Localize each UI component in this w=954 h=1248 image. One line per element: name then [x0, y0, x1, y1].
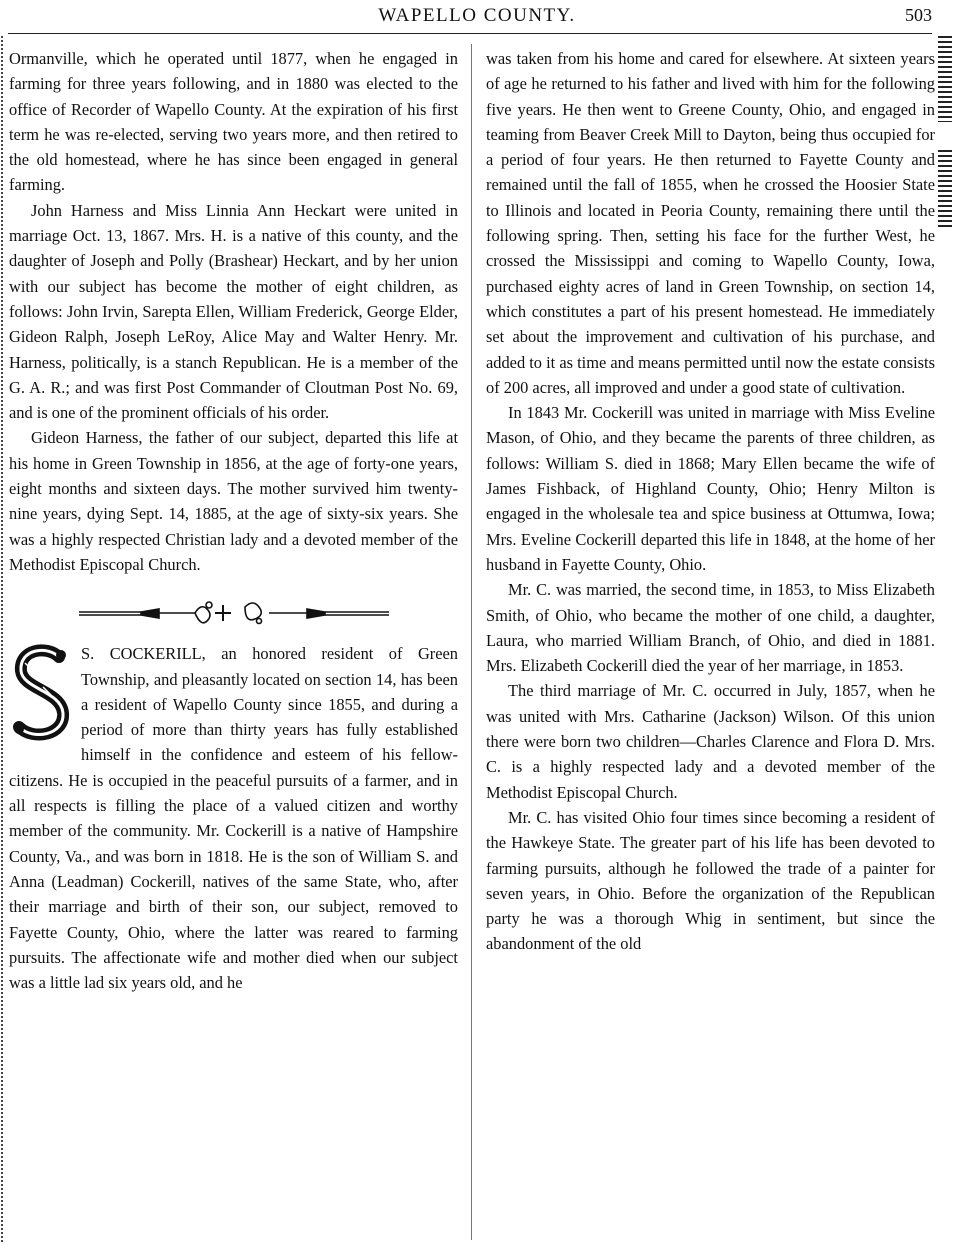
- left-column: [9, 46, 458, 995]
- page-number: 503: [905, 5, 932, 25]
- decorative-divider-icon: [9, 585, 458, 637]
- paragraph-text: S. COCKERILL, an honored resident of Green Township, and pleasantly located on section 14, has been a resident of Wapello County since 1855, and during a period of more than thirty years has fully established himself in the confidence and esteem of his fellow-citizens. He is occupied in the peaceful pursuits of a farmer, and in all respects is filling the place of a valued citizen and worthy member of the community. Mr. Cockerill is a native of Hampshire County, Va., and was born in 1818. He is the son of William S. and Anna (Leadman) Cockerill, natives of the same State, who, after their marriage and birth of their son, our subject, removed to Fayette County, Ohio, where the latter was reared to farming pursuits. The affectionate wife and mother died when our subject was a little lad six years old, and he: [9, 644, 458, 993]
- right-column: [486, 46, 935, 957]
- page-header: [0, 0, 954, 34]
- paragraph: Gideon Harness, the father of our subject, departed this life at his home in Green Township in 1856, at the age of forty-one years, eight months and sixteen days. The mother survived him twenty-nine years, dying Sept. 14, 1885, at the age of sixty-six years. She was a highly respected Christian lady and a devoted member of the Methodist Episcopal Church.: [9, 428, 458, 574]
- paragraph: In 1843 Mr. Cockerill was united in marriage with Miss Eveline Mason, of Ohio, and they became the parents of three children, as follows: William S. died in 1868; Mary Ellen became the wife of James Fishback, of Highland County, Ohio; Henry Milton is engaged in the wholesale tea and spice business at Ottumwa, Iowa; Mrs. Eveline Cockerill departed this life in 1848, at the home of her husband in Fayette County, Ohio.: [486, 403, 935, 574]
- paragraph-with-dropcap: [9, 641, 458, 995]
- paragraph: Ormanville, which he operated until 1877, when he engaged in farming for three years following, and in 1880 was elected to the office of Recorder of Wapello County. At the expiration of his first term he was re-elected, serving two years more, and then retired to the old homestead, where he has since been engaged in general farming.: [9, 49, 458, 195]
- left-page-edge: [1, 36, 3, 1242]
- paragraph: Mr. C. has visited Ohio four times since becoming a resident of the Hawkeye State. The greater part of his life has been devoted to farming pursuits, although he followed the trade of a painter for seven years, in Ohio. Before the organization of the Republican party he was a thorough Whig in sentiment, but since the abandonment of the old: [486, 807, 935, 954]
- right-page-edge-mark: [938, 150, 952, 230]
- paragraph: The third marriage of Mr. C. occurred in July, 1857, when he was united with Mrs. Catharine (Jackson) Wilson. Of this union there were born two children—Charles Clarence and Flora D. Mrs. C. is a highly respected lady and a devoted member of the Methodist Episcopal Church.: [486, 681, 935, 802]
- paragraph: Mr. C. was married, the second time, in 1853, to Miss Elizabeth Smith, of Ohio, who became the mother of one child, a daughter, Laura, who married William Branch, of Ohio, and died in 1881. Mrs. Elizabeth Cockerill died the year of her marriage, in 1853.: [486, 580, 935, 676]
- paragraph: John Harness and Miss Linnia Ann Heckart were united in marriage Oct. 13, 1867. Mrs. H. is a native of this county, and the daughter of Joseph and Polly (Brashear) Heckart, and by her union with our subject has become the mother of eight children, as follows: John Irvin, Sarepta Ellen, William Frederick, George Elder, Gideon Ralph, Joseph LeRoy, Alice May and Walter Henry. Mr. Harness, politically, is a stanch Republican. He is a member of the G. A. R.; and was first Post Commander of Cloutman Post No. 69, and is one of the prominent officials of his order.: [9, 200, 458, 423]
- column-gutter: [471, 44, 472, 1240]
- running-title: WAPELLO COUNTY.: [378, 5, 576, 26]
- header-rule: [8, 33, 932, 34]
- right-page-edge-mark: [938, 36, 952, 122]
- paragraph: was taken from his home and cared for elsewhere. At sixteen years of age he returned to his father and lived with him for the following five years. He then went to Greene County, Ohio, and engaged in teaming from Beaver Creek Mill to Dayton, being thus occupied for a period of four years. He then returned to Fayette County and remained until the fall of 1855, when he crossed the Hoosier State to Illinois and located in Peoria County, remaining there until the following spring. Then, setting his face for the further West, he crossed the Mississippi and coming to Wapello County, Iowa, purchased eighty acres of land in Green Township, on section 14, which constitutes a part of his present homestead. He immediately set about the improvement and cultivation of his purchase, and added to it as time and means permitted until now the estate consists of 200 acres, all improved and under a good state of cultivation.: [486, 49, 935, 397]
- ornate-letter-s-icon: [9, 643, 75, 743]
